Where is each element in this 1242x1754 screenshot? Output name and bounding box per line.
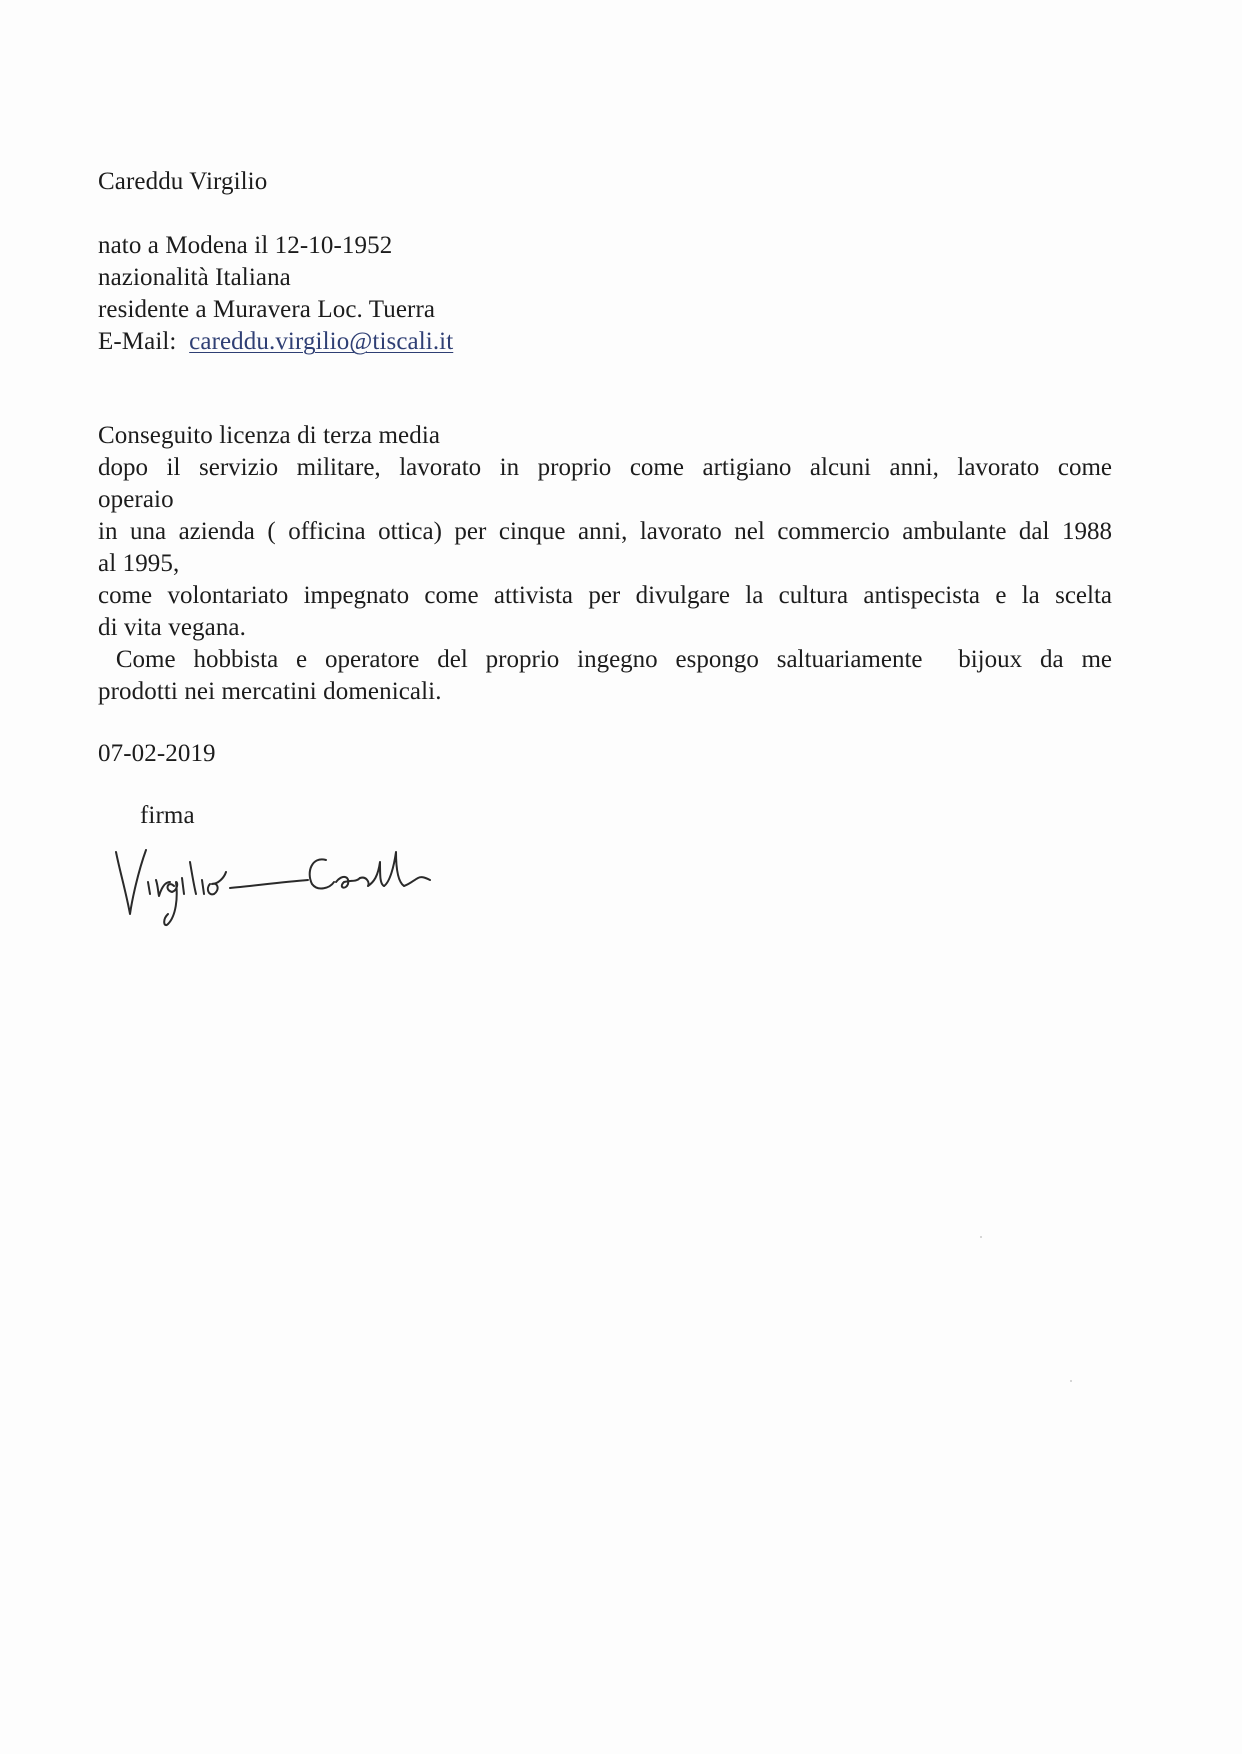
document-date: 07-02-2019 bbox=[98, 740, 216, 767]
residence-info: residente a Muravera Loc. Tuerra bbox=[98, 296, 436, 323]
education-line: Conseguito licenza di terza media bbox=[98, 422, 441, 449]
body-line-4: in una azienda ( officina ottica) per cinque anni, lavorato nel commercio ambulante dal 1988 bbox=[98, 518, 1112, 545]
body-line-5: al 1995, bbox=[98, 550, 180, 577]
body-line-7: di vita vegana. bbox=[98, 614, 246, 641]
body-line-3: operaio bbox=[98, 486, 174, 513]
body-line-9: prodotti nei mercatini domenicali. bbox=[98, 678, 442, 705]
scan-speck bbox=[1070, 1380, 1072, 1382]
body-line-8: Come hobbista e operatore del proprio ingegno espongo saltuariamente bijoux da me bbox=[98, 646, 1112, 673]
body-line-2: dopo il servizio militare, lavorato in proprio come artigiano alcuni anni, lavorato come bbox=[98, 454, 1112, 481]
nationality-info: nazionalità Italiana bbox=[98, 264, 291, 291]
body-line-6: come volontariato impegnato come attivista per divulgare la cultura antispecista e la scelta bbox=[98, 582, 1112, 609]
birth-info: nato a Modena il 12-10-1952 bbox=[98, 232, 393, 259]
email-label: E-Mail: bbox=[98, 328, 177, 355]
email-row bbox=[98, 326, 453, 358]
scan-speck bbox=[980, 1236, 982, 1238]
author-name: Careddu Virgilio bbox=[98, 168, 268, 195]
signature-label: firma bbox=[140, 802, 195, 829]
email-link[interactable]: careddu.virgilio@tiscali.it bbox=[189, 328, 454, 355]
handwritten-signature bbox=[112, 842, 432, 928]
